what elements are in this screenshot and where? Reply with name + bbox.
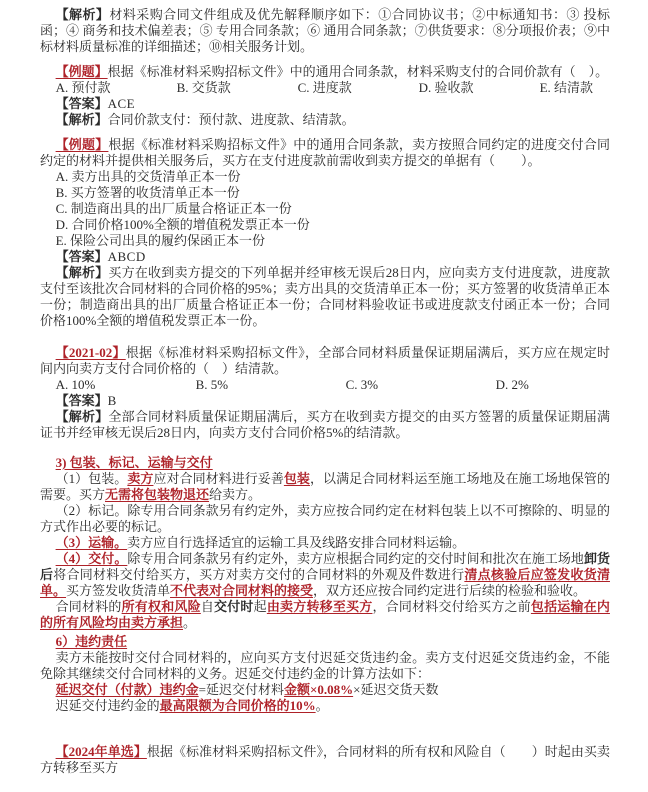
delivery-text: ，双方还应按合同约定进行后续的检验和验收。 <box>313 583 587 598</box>
q2-example-marker: 【例题】 <box>55 137 109 152</box>
delivery-text: 将合同材料交付给买方，买方对卖方交付的合同材料的外观及件数进行 <box>53 567 465 582</box>
analysis-label: 【解析】 <box>55 409 109 424</box>
transport-paragraph <box>40 535 610 551</box>
risk-transfer-paragraph <box>40 599 610 631</box>
answer-label: 【答案】 <box>55 249 108 264</box>
q2-option-c: C. 制造商出具的出厂质量合格证正本一份 <box>55 201 292 216</box>
penalty-cap-line <box>40 698 610 714</box>
q2-option-e: E. 保险公司出具的履约保函正本一份 <box>55 233 266 248</box>
q4-stem <box>40 744 610 776</box>
q2-option-d: D. 合同价格100%全额的增值税发票正本一份 <box>55 217 310 232</box>
q3-stem <box>40 345 610 377</box>
q2-option-a: A. 卖方出具的交货清单正本一份 <box>55 169 241 184</box>
not-acceptance-highlight: 不代表对合同材料的接受 <box>170 583 314 598</box>
ownership-risk-highlight: 所有权和风险 <box>121 599 201 614</box>
q3-options <box>56 377 610 393</box>
q1-options <box>56 80 610 96</box>
analysis-label: 【解析】 <box>55 265 109 280</box>
risk-text: 。 <box>183 615 197 630</box>
packing-text: 应对合同材料进行妥善 <box>153 471 284 486</box>
seller-highlight: 卖方 <box>127 471 154 486</box>
q3-option-c: C. 3% <box>345 377 379 392</box>
q1-answer: ACE <box>107 96 136 111</box>
q3-option-b: B. 5% <box>195 377 229 392</box>
q1-option-b: B. 交货款 <box>176 80 231 95</box>
q2-stem <box>40 137 610 169</box>
risk-text: 自 <box>200 599 215 614</box>
packing-text: （1）包装。 <box>55 471 128 486</box>
late-delivery-penalty-highlight: 延迟交付（付款）违约金 <box>55 682 199 697</box>
penalty-formula <box>40 682 610 698</box>
intro-analysis-paragraph <box>40 7 610 55</box>
delivery-text: 除专用合同条款另有约定外，卖方应根据合同约定的交付时间和批次在施工场地 <box>127 551 584 566</box>
q1-analysis-text: 合同价款支付：预付款、进度款、结清款。 <box>107 112 355 127</box>
q2-answer-line <box>40 249 610 265</box>
q3-answer: B <box>107 393 117 408</box>
cap-text: 。 <box>315 698 329 713</box>
q3-year-marker: 【2021-02】 <box>55 345 126 360</box>
q1-analysis-line <box>40 112 610 128</box>
cap-highlight: 最高限额为合同价格的10% <box>159 698 316 713</box>
seller-bears-risk-highlight: 包括运输在内的所有风险均由卖方承担 <box>40 599 610 630</box>
q2-option-b: B. 买方签署的收货清单正本一份 <box>55 185 240 200</box>
formula-text: ×延迟交货天数 <box>353 682 439 697</box>
unload-bold: 卸货后 <box>40 551 610 582</box>
section3-heading: 3) 包装、标记、运输与交付 <box>55 455 213 470</box>
risk-text: ，合同材料交付给买方之前 <box>372 599 531 614</box>
packing-highlight: 包装 <box>283 471 310 486</box>
q1-option-d: D. 验收款 <box>418 80 474 95</box>
q1-example-marker: 【例题】 <box>55 64 108 79</box>
intro-analysis-text: 材料采购合同文件组成及优先解释顺序如下：①合同协议书；②中标通知书：③ 投标函；④ 商务和技术偏差表；⑤ 专用合同条款；⑥ 通用合同条款；⑦供货要求：⑧分项报价表；⑨中标材料质量标准的详细描述；⑩相关服务计划。 <box>40 7 610 54</box>
q2-analysis-line <box>40 265 610 329</box>
transport-heading-highlight: （3）运输。 <box>55 535 128 550</box>
q2-answer: ABCD <box>107 249 146 264</box>
penalty-paragraph: 卖方未能按时交付合同材料的，应向买方支付迟延交货违约金。卖方支付迟延交货违约金，不能免除其继续交付合同材料的义务。迟延交付违约金的计算方法如下： <box>40 650 610 681</box>
q3-analysis-line <box>40 409 610 441</box>
q1-option-a: A. 预付款 <box>55 80 111 95</box>
delivery-paragraph <box>40 551 610 599</box>
q3-answer-line <box>40 393 610 409</box>
answer-label: 【答案】 <box>55 393 108 408</box>
rate-highlight: 金额×0.08% <box>283 682 354 697</box>
section6-heading: 6）违约责任 <box>55 634 128 649</box>
risk-text: 起 <box>253 599 267 614</box>
q4-stem-text: 根据《标准材料采购招标文件》，合同材料的所有权和风险自（ ）时起由买卖方转移至买方 <box>40 744 610 775</box>
q2-stem-text: 根据《标准材料采购招标文件》中的通用合同条款，卖方按照合同约定的进度交付合同约定的材料并提供相关服务后，买方在支付进度款前需收到卖方提交的单据有（ ）。 <box>40 137 610 168</box>
receipt-note-highlight: 清点核验后应签发收货清单。 <box>40 567 610 598</box>
q2-analysis-text: 买方在收到卖方提交的下列单据并经审核无误后28日内，应向卖方支付进度款，进度款支付至该批次合同材料的合同价格的95%；卖方出具的交货清单正本一份；买方签署的收货清单正本一份；制造商出具的出厂质量合格证正本一份；合同材料验收证书或进度款支付函正本一份；合同价格100%全额的增值税发票正本一份。 <box>40 265 610 328</box>
q3-option-a: A. 10% <box>55 377 96 392</box>
packing-paragraph <box>40 471 610 503</box>
marking-paragraph: （2）标记。除专用合同条款另有约定外，卖方应按合同约定在材料包装上以不可擦除的、明显的方式作出必要的标记。 <box>40 503 610 534</box>
cap-text: 迟延交付违约金的 <box>55 698 160 713</box>
analysis-label: 【解析】 <box>55 7 110 22</box>
packing-text: 给卖方。 <box>209 487 262 502</box>
risk-text: 合同材料的 <box>55 599 122 614</box>
q1-stem-text: 根据《标准材料采购招标文件》中的通用合同条款，材料采购支付的合同价款有（ ）。 <box>107 64 609 79</box>
transport-text: 卖方应自行选择适宜的运输工具及线路安排合同材料运输。 <box>127 535 466 550</box>
formula-text: =延迟交付材料 <box>198 682 284 697</box>
analysis-label: 【解析】 <box>55 112 108 127</box>
delivery-time-bold: 交付时 <box>214 599 254 614</box>
q1-stem <box>40 64 610 80</box>
packing-text: ，以满足合同材料运至施工场地及在施工场地保管的需要。买方 <box>40 471 610 502</box>
q3-stem-text: 根据《标准材料采购招标文件》，全部合同材料质量保证期届满后，买方应在规定时间内向卖方支付合同价格的（ ）结清款。 <box>40 345 610 376</box>
q1-answer-line <box>40 96 610 112</box>
q1-option-e: E. 结清款 <box>539 80 594 95</box>
q3-analysis-text: 全部合同材料质量保证期届满后，买方在收到卖方提交的由买方签署的质量保证期届满证书并经审核无误后28日内，向卖方支付合同价格5%的结清款。 <box>40 409 610 440</box>
q4-year-marker: 【2024年单选】 <box>55 744 147 759</box>
q1-option-c: C. 进度款 <box>297 80 352 95</box>
q3-option-d: D. 2% <box>495 377 529 392</box>
no-return-highlight: 无需将包装物退还 <box>105 487 210 502</box>
transfer-highlight: 由卖方转移至买方 <box>266 599 373 614</box>
answer-label: 【答案】 <box>55 96 108 111</box>
delivery-heading-highlight: （4）交付。 <box>55 551 128 566</box>
delivery-text: 买方签发收货清单 <box>66 583 171 598</box>
